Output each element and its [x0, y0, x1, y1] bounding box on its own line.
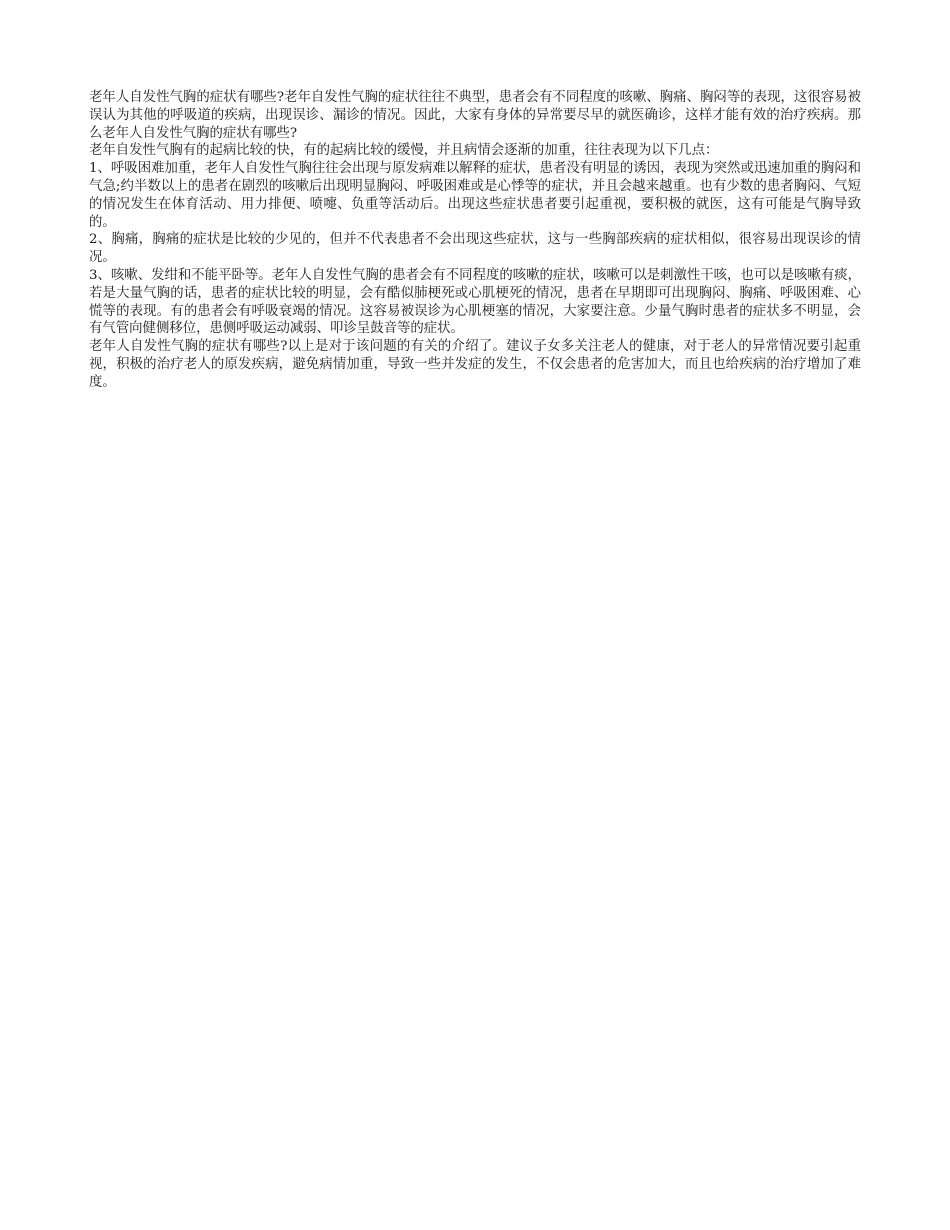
paragraph-onset: 老年自发性气胸有的起病比较的快，有的起病比较的缓慢，并且病情会逐渐的加重，往往表现为以下几点：	[89, 143, 719, 159]
paragraph-symptom-dyspnea: 1、呼吸困难加重，老年人自发性气胸往往会出现与原发病难以解释的症状，患者没有明显的诱因，表现为突然或迅速加重的胸闷和气急;约半数以上的患者在剧烈的咳嗽后出现明显胸闷、呼吸困难或是心悸等的症状，并且会越来越重。也有少数的患者胸闷、气短的情况发生在体育活动、用力排便、喷嚏、负重等活动后。出现这些症状患者要引起重视，要积极的就医，这有可能是气胸导致的。	[89, 161, 861, 230]
paragraph-intro: 老年人自发性气胸的症状有哪些?老年自发性气胸的症状往往不典型，患者会有不同程度的咳嗽、胸痛、胸闷等的表现，这很容易被误认为其他的呼吸道的疾病，出现误诊、漏诊的情况。因此，大家有身体的异常要尽早的就医确诊，这样才能有效的治疗疾病。那么老年人自发性气胸的症状有哪些?	[89, 90, 861, 141]
paragraph-symptom-chest-pain: 2、胸痛，胸痛的症状是比较的少见的，但并不代表患者不会出现这些症状，这与一些胸部疾病的症状相似，很容易出现误诊的情况。	[89, 232, 861, 266]
document-body	[89, 89, 861, 392]
paragraph-conclusion: 老年人自发性气胸的症状有哪些?以上是对于该问题的有关的介绍了。建议子女多关注老人的健康，对于老人的异常情况要引起重视，积极的治疗老人的原发疾病，避免病情加重，导致一些并发症的发生，不仅会患者的危害加大，而且也给疾病的治疗增加了难度。	[89, 339, 861, 390]
paragraph-symptom-cough: 3、咳嗽、发绀和不能平卧等。老年人自发性气胸的患者会有不同程度的咳嗽的症状，咳嗽可以是刺激性干咳，也可以是咳嗽有痰，若是大量气胸的话，患者的症状比较的明显，会有酷似肺梗死或心肌梗死的情况，患者在早期即可出现胸闷、胸痛、呼吸困难、心慌等的表现。有的患者会有呼吸衰竭的情况。这容易被误诊为心肌梗塞的情况，大家要注意。少量气胸时患者的症状多不明显，会有气管向健侧移位，患侧呼吸运动减弱、叩诊呈鼓音等的症状。	[89, 267, 861, 337]
